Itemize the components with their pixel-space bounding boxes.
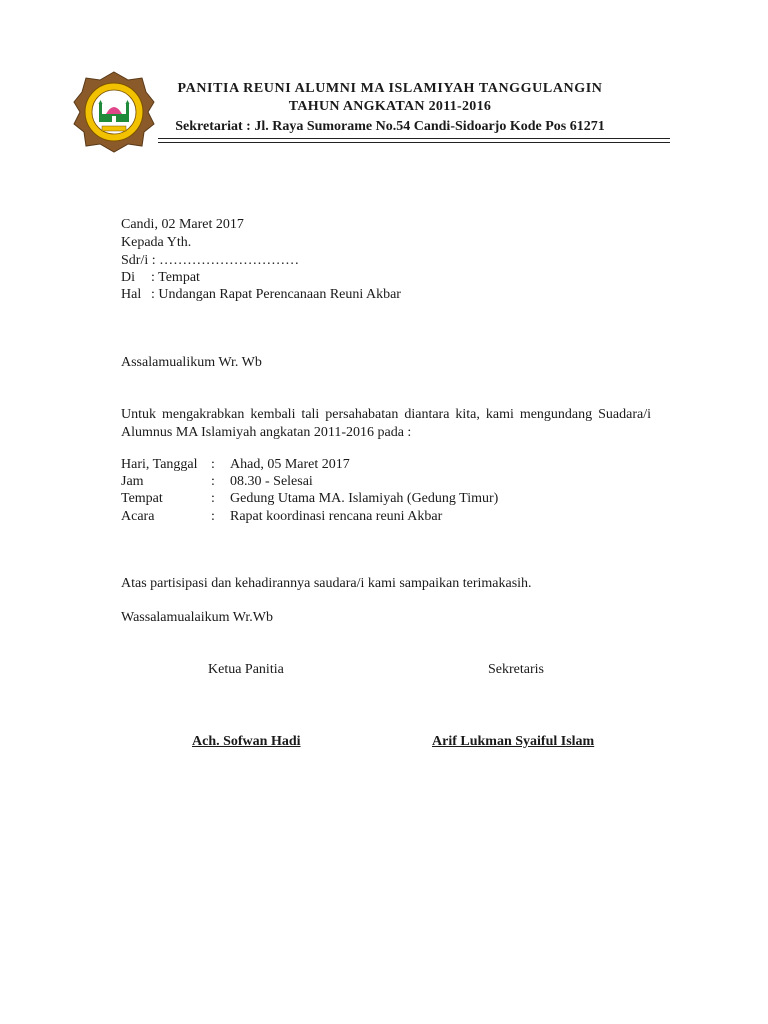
hal-label: Hal bbox=[121, 287, 142, 302]
di-label: Di bbox=[121, 270, 135, 285]
recipient: Sdr/i : ………………………… bbox=[121, 253, 300, 268]
detail-colon: : bbox=[211, 491, 215, 506]
intro-line-1: Untuk mengakrabkan kembali tali persahabatan diantara kita, kami mengundang Suadara/i bbox=[121, 407, 651, 422]
detail-label: Jam bbox=[121, 474, 144, 489]
signature-right-name: Arif Lukman Syaiful Islam bbox=[432, 734, 595, 749]
letterhead-address: Sekretariat : Jl. Raya Sumorame No.54 Candi-Sidoarjo Kode Pos 61271 bbox=[175, 119, 605, 134]
letterhead bbox=[160, 80, 620, 138]
detail-value: 08.30 - Selesai bbox=[230, 474, 313, 489]
detail-label: Hari, Tanggal bbox=[121, 457, 198, 472]
detail-colon: : bbox=[211, 457, 215, 472]
to-label: Kepada Yth. bbox=[121, 235, 192, 250]
logo-banner bbox=[102, 126, 126, 131]
signature-left-role: Ketua Panitia bbox=[208, 662, 284, 677]
detail-label: Acara bbox=[121, 509, 155, 524]
hal-value: : Undangan Rapat Perencanaan Reuni Akbar bbox=[151, 287, 401, 302]
detail-label: Tempat bbox=[121, 491, 163, 506]
letterhead-divider-thick bbox=[158, 138, 670, 139]
intro-line-2: Alumnus MA Islamiyah angkatan 2011-2016 pada : bbox=[121, 425, 412, 440]
letterhead-title-line2: TAHUN ANGKATAN 2011-2016 bbox=[288, 99, 492, 114]
letterhead-divider-thin bbox=[158, 142, 670, 143]
detail-value: Ahad, 05 Maret 2017 bbox=[230, 457, 350, 472]
closing-text: Atas partisipasi dan kehadirannya saudara/i kami sampaikan terimakasih. bbox=[121, 576, 532, 591]
greeting: Assalamualikum Wr. Wb bbox=[121, 355, 262, 370]
detail-colon: : bbox=[211, 509, 215, 524]
detail-colon: : bbox=[211, 474, 215, 489]
detail-value: Rapat koordinasi rencana reuni Akbar bbox=[230, 509, 443, 524]
organization-logo-icon bbox=[72, 70, 156, 154]
signature-right-role: Sekretaris bbox=[488, 662, 544, 677]
detail-value: Gedung Utama MA. Islamiyah (Gedung Timur) bbox=[230, 491, 499, 506]
farewell-text: Wassalamualaikum Wr.Wb bbox=[121, 610, 274, 625]
letterhead-title-line1: PANITIA REUNI ALUMNI MA ISLAMIYAH TANGGULANGIN bbox=[177, 81, 603, 96]
signature-left-name: Ach. Sofwan Hadi bbox=[192, 734, 301, 749]
intro-paragraph bbox=[121, 406, 651, 442]
di-value: : Tempat bbox=[151, 270, 200, 285]
place-date: Candi, 02 Maret 2017 bbox=[121, 217, 244, 232]
